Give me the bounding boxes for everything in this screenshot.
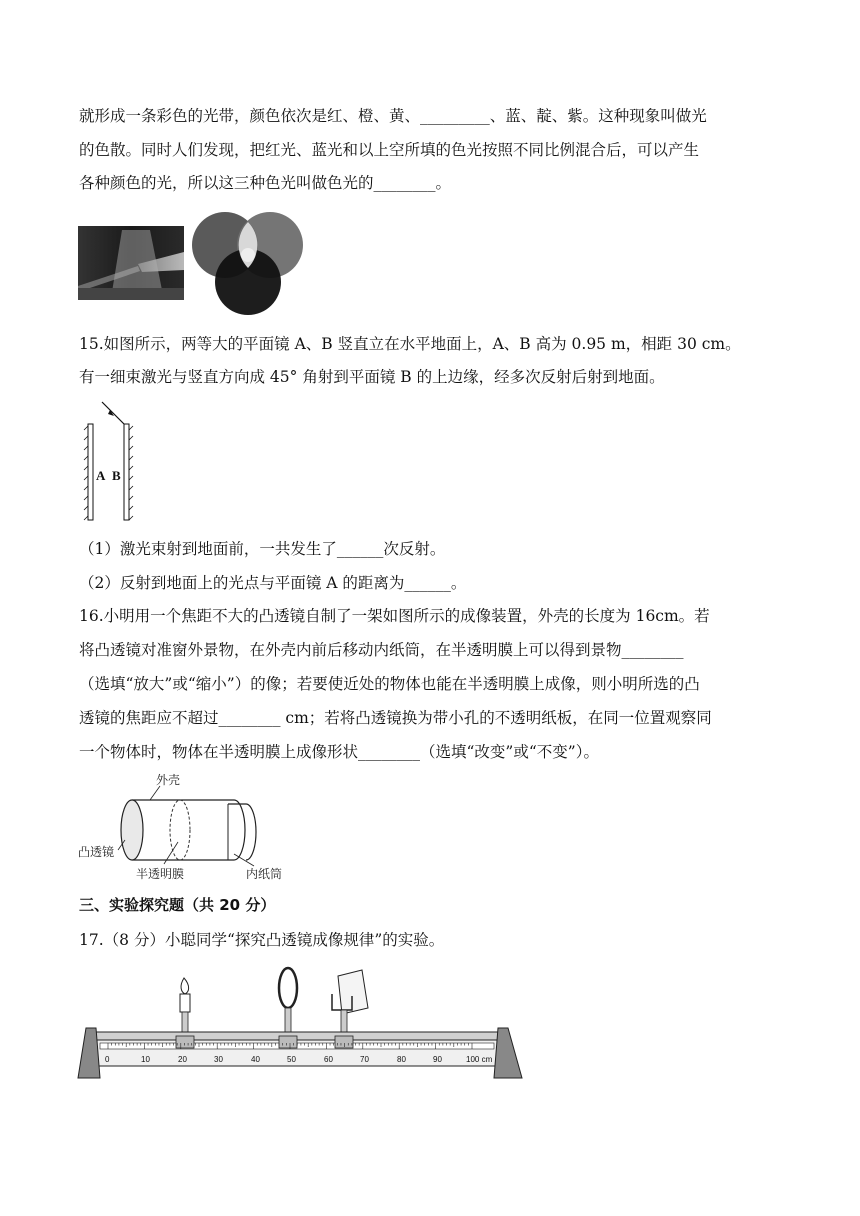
tick-label-30: 30	[214, 1055, 223, 1064]
p14-line3: 各种颜色的光，所以这三种色光叫做色光的________。	[79, 174, 452, 192]
color-mixing-circles	[192, 210, 304, 318]
tick-label-60: 60	[324, 1055, 333, 1064]
p17-line1: 17.（8 分）小聪同学“探究凸透镜成像规律”的实验。	[79, 931, 445, 949]
p15-line1: 15.如图所示，两等大的平面镜 A、B 竖直立在水平地面上，A、B 高为 0.95 m，相距 30 cm。	[79, 335, 741, 353]
p16-line1: 16.小明用一个焦距不大的凸透镜自制了一架如图所示的成像装置，外壳的长度为 16cm。若	[79, 607, 710, 625]
prism-dispersion-image	[78, 226, 184, 300]
mirror-diagram	[84, 400, 144, 524]
tick-label-10: 10	[141, 1055, 150, 1064]
label-shell: 外壳	[156, 773, 181, 787]
mirror-label-b: B	[112, 468, 121, 483]
label-membrane: 半透明膜	[136, 867, 185, 881]
label-inner-tube: 内纸筒	[246, 867, 283, 881]
tick-label-100: 100 cm	[466, 1055, 493, 1064]
p14-line1: 就形成一条彩色的光带，颜色依次是红、橙、黄、_________、蓝、靛、紫。这种现象叫做光	[79, 107, 707, 125]
tick-label-90: 90	[433, 1055, 442, 1064]
optical-bench-diagram	[78, 960, 522, 1096]
p15-q1: （1）激光束射到地面前，一共发生了______次反射。	[79, 540, 446, 558]
p16-line5: 一个物体时，物体在半透明膜上成像形状________（选填“改变”或“不变”）。	[79, 743, 599, 761]
mirror-label-a: A	[96, 468, 106, 483]
label-lens: 凸透镜	[78, 845, 115, 859]
tick-label-40: 40	[251, 1055, 260, 1064]
tick-label-70: 70	[360, 1055, 369, 1064]
tick-label-0: 0	[105, 1055, 110, 1064]
section3-title: 三、实验探究题（共 20 分）	[79, 896, 276, 914]
camera-device-diagram	[78, 770, 300, 882]
tick-label-20: 20	[178, 1055, 187, 1064]
tick-label-50: 50	[287, 1055, 296, 1064]
p15-q2: （2）反射到地面上的光点与平面镜 A 的距离为______。	[79, 574, 467, 592]
p16-line2: 将凸透镜对准窗外景物，在外壳内前后移动内纸筒，在半透明膜上可以得到景物________	[79, 641, 684, 659]
p15-line2: 有一细束激光与竖直方向成 45° 角射到平面镜 B 的上边缘，经多次反射后射到地面。	[79, 368, 665, 386]
p14-line2: 的色散。同时人们发现，把红光、蓝光和以上空所填的色光按照不同比例混合后，可以产生	[79, 141, 700, 159]
p16-line4: 透镜的焦距应不超过________ cm；若将凸透镜换为带小孔的不透明纸板，在同一位置观察同	[79, 709, 712, 727]
p16-line3: （选填“放大”或“缩小”）的像；若要使近处的物体也能在半透明膜上成像，则小明所选的凸	[79, 675, 700, 693]
tick-label-80: 80	[397, 1055, 406, 1064]
